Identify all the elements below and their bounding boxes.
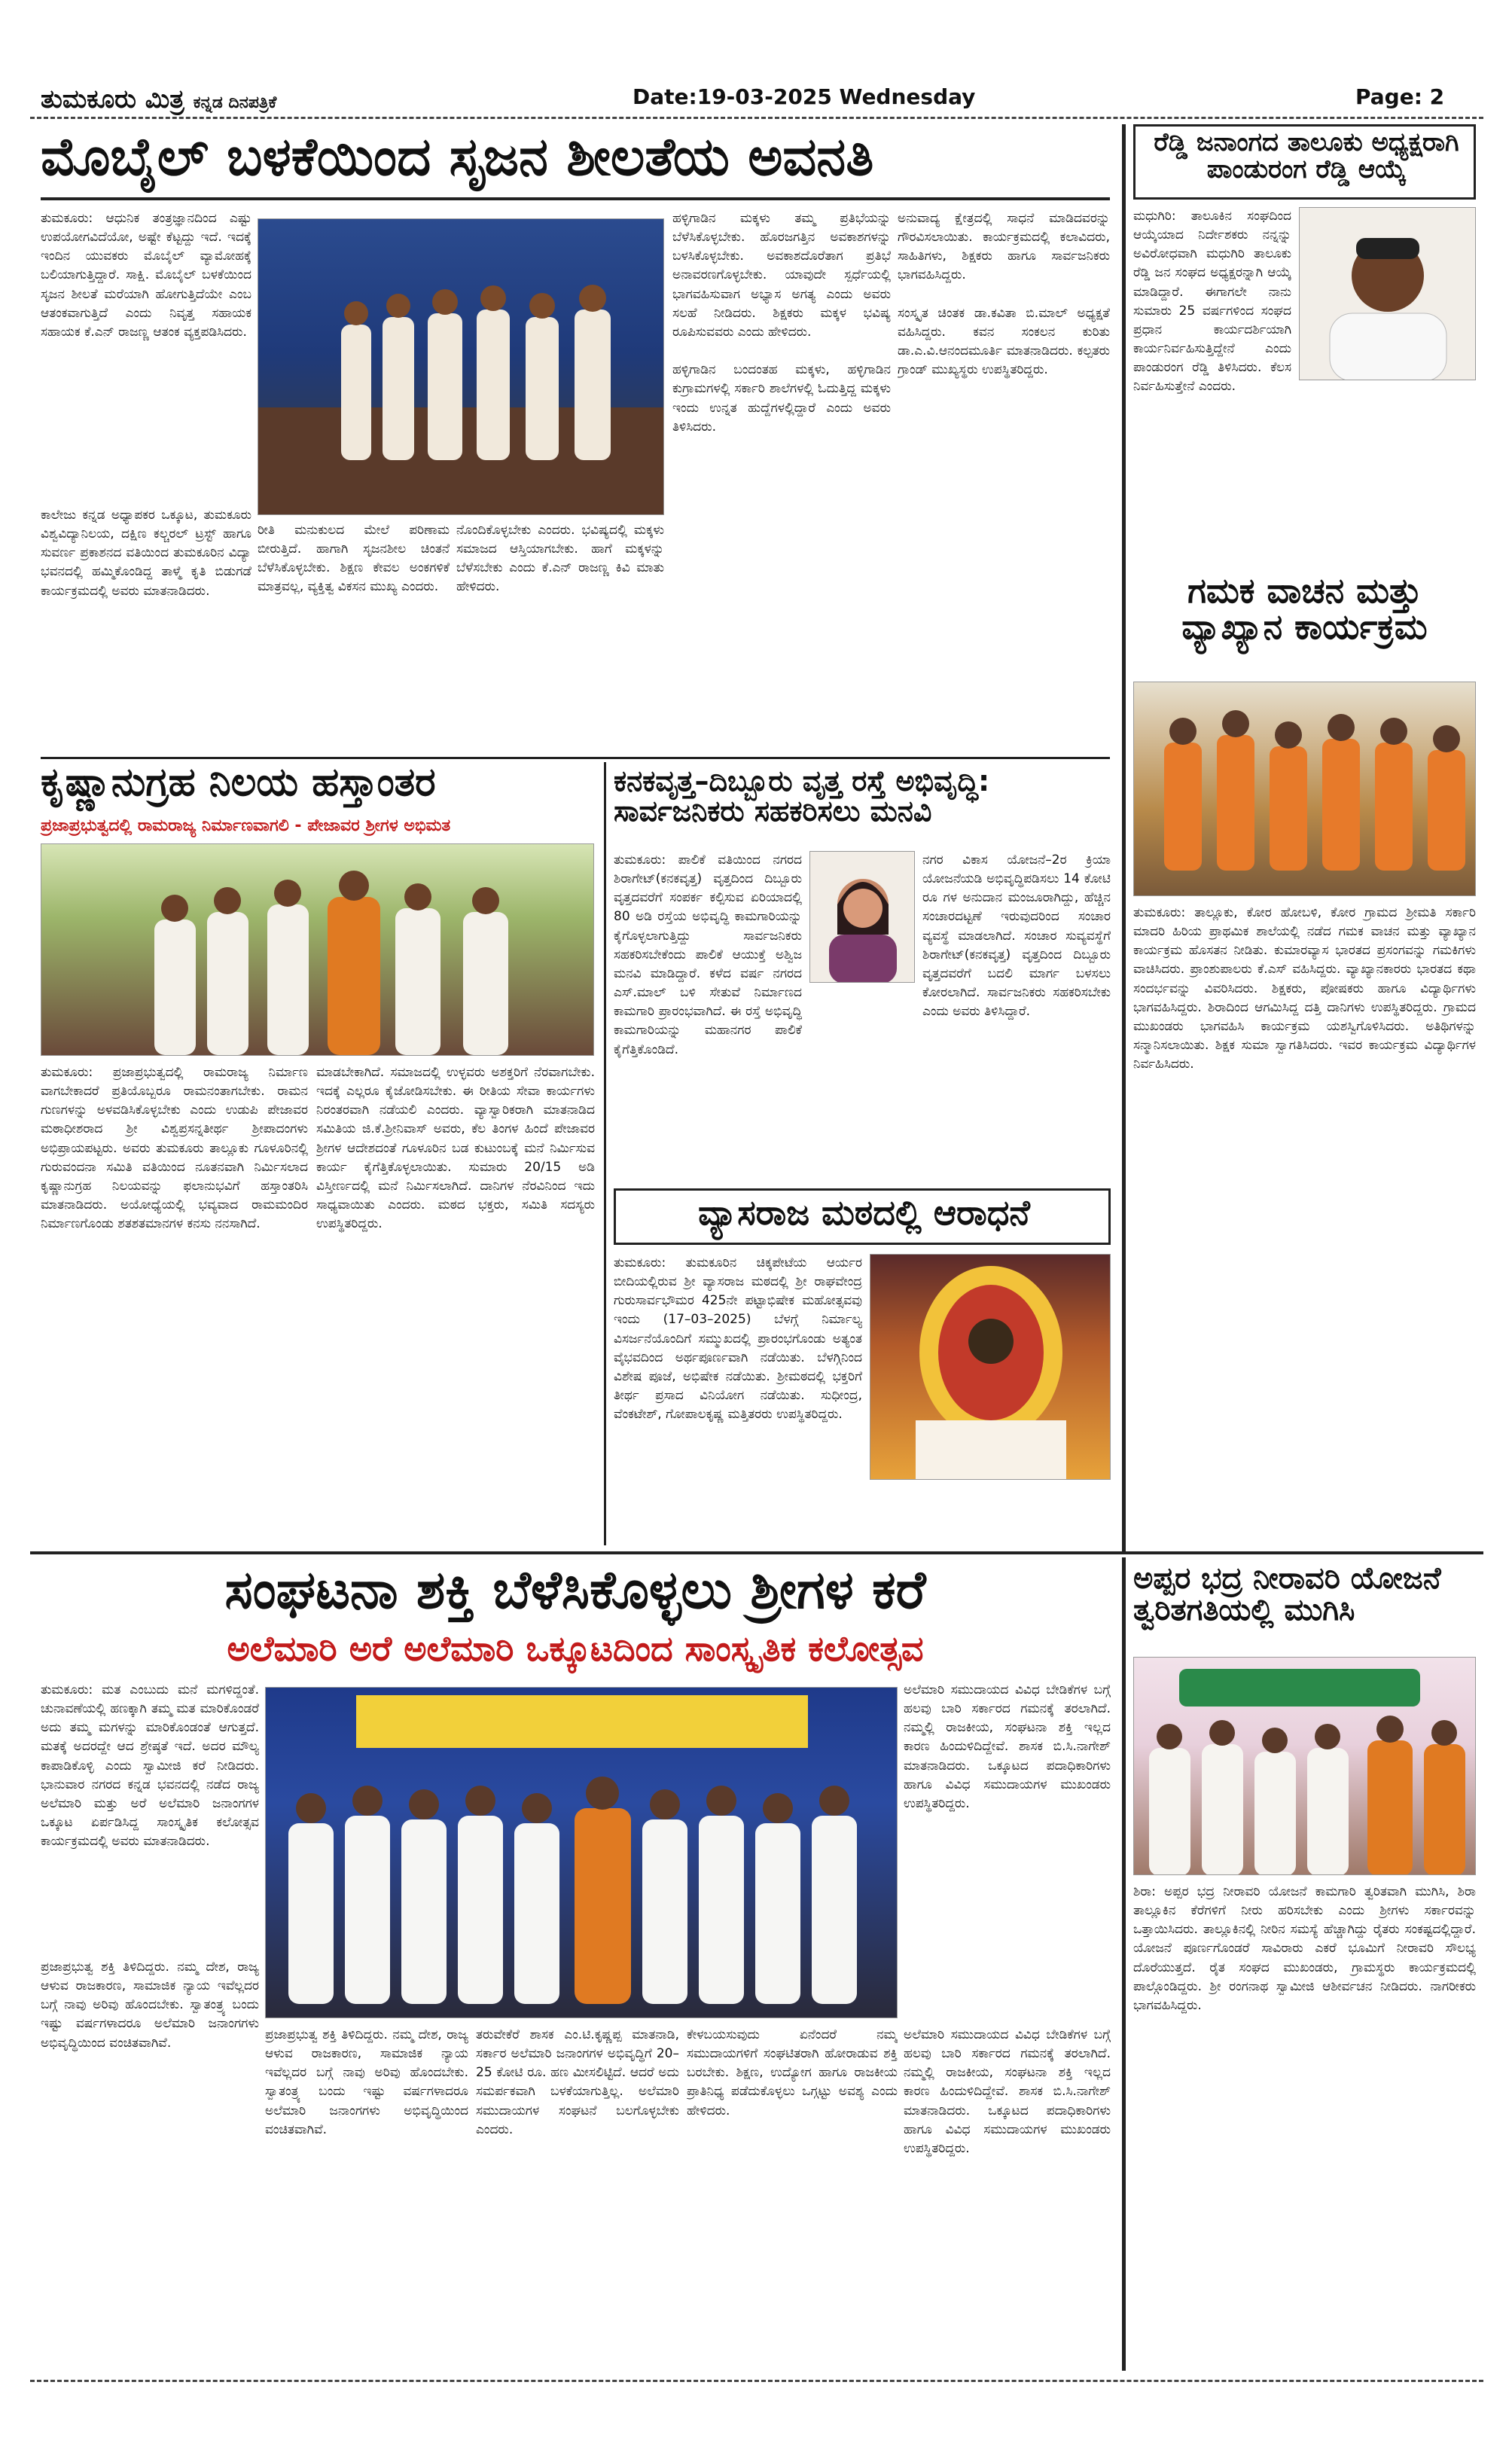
story2-divider — [604, 762, 606, 1545]
story1-col2b: ರೀತಿ ಮನುಕುಲದ ಮೇಲೆ ಪರಿಣಾಮ ಬೀರುತ್ತಿದೆ. ಹಾಗಾಗಿ ಸೃಜನಶೀಲ ಚಿಂತನೆ ಬೆಳೆಸಿಕೊಳ್ಳಬೇಕು. ಶಿಕ್ಷಣ ಕೇವಲ ಅಂಕಗಳಿಕೆ ಮಾತ್ರವಲ್ಲ, ವ್ಯಕ್ತಿತ್ವ ವಿಕಸನ ಮುಖ್ಯ ಎಂದರು. — [258, 523, 450, 595]
story5-headline: ಸಂಘಟನಾ ಶಕ್ತಿ ಬೆಳೆಸಿಕೊಳ್ಳಲು ಶ್ರೀಗಳ ಕರೆ — [224, 1559, 926, 1621]
side1-headline: ರೆಡ್ಡಿ ಜನಾಂಗದ ತಾಲೂಕು ಅಧ್ಯಕ್ಷರಾಗಿ ಪಾಂಡುರಂಗ ರೆಡ್ಡಿ ಆಯ್ಕೆ — [1154, 127, 1459, 185]
story5-col4: ಕೇಳಬಯಸುವುದು ಏನೆಂದರೆ ನಮ್ಮ ಸಮುದಾಯಗಳಿಗೆ ಸಂಘಟಿತರಾಗಿ ಹೋರಾಡುವ ಶಕ್ತಿ ಬರಬೇಕು. ಶಿಕ್ಷಣ, ಉದ್ಯೋಗ ಹಾಗೂ ರಾಜಕೀಯ ಪ್ರಾತಿನಿಧ್ಯ ಪಡೆದುಕೊಳ್ಳಲು ಒಗ್ಗಟ್ಟು ಅವಶ್ಯ ಎಂದು ಹೇಳಿದರು. — [687, 2027, 898, 2118]
story5-col5: ಅಲೆಮಾರಿ ಸಮುದಾಯದ ವಿವಿಧ ಬೇಡಿಕೆಗಳ ಬಗ್ಗೆ ಹಲವು ಬಾರಿ ಸರ್ಕಾರದ ಗಮನಕ್ಕೆ ತರಲಾಗಿದೆ. ನಮ್ಮಲ್ಲಿ ರಾಜಕೀಯ, ಸಂಘಟನಾ ಶಕ್ತಿ ಇಲ್ಲದ ಕಾರಣ ಹಿಂದುಳಿದಿದ್ದೇವೆ. ಶಾಸಕ ಬಿ.ಸಿ.ನಾಗೇಶ್ ಮಾತನಾಡಿದರು. ಒಕ್ಕೂಟದ ಪದಾಧಿಕಾರಿಗಳು ಹಾಗೂ ವಿವಿಧ ಸಮುದಾಯಗಳ ಮುಖಂಡರು ಉಪಸ್ಥಿತರಿದ್ದರು. — [904, 1682, 1111, 1811]
story1-col5b-text: ಸಂಸ್ಕೃತ ಚಿಂತಕ ಡಾ.ಕವಿತಾ ಬಿ.ಮಾಲ್ ಅಧ್ಯಕ್ಷತೆ ವಹಿಸಿದ್ದರು. ಕವನ ಸಂಕಲನ ಕುರಿತು ಡಾ.ಎ.ವಿ.ಆನಂದಮೂರ್ತಿ ಮಾತನಾಡಿದರು. ಕಲ್ಪತರು ಗ್ರಾಂಡ್ ಮುಖ್ಯಸ್ಥರು ಉಪಸ್ಥಿತರಿದ್ದರು. — [898, 305, 1110, 378]
page-number: Page: 2 — [1355, 84, 1445, 109]
story1-col3 — [898, 209, 1110, 747]
side3-headline: ಅಪ್ಪರ ಭದ್ರ ನೀರಾವರಿ ಯೋಜನೆ ತ್ವರಿತಗತಿಯಲ್ಲಿ ಮುಗಿಸಿ — [1133, 1561, 1441, 1627]
side3-text: ಶಿರಾ: ಅಪ್ಪರ ಭದ್ರ ನೀರಾವರಿ ಯೋಜನೆ ಕಾಮಗಾರಿ ತ್ವರಿತವಾಗಿ ಮುಗಿಸಿ, ಶಿರಾ ತಾಲ್ಲೂಕಿನ ಕೆರೆಗಳಿಗೆ ನೀರು ಹರಿಸಬೇಕು ಎಂದು ಶ್ರೀಗಳು ಸರ್ಕಾರವನ್ನು ಒತ್ತಾಯಿಸಿದರು. ತಾಲ್ಲೂಕಿನಲ್ಲಿ ನೀರಿನ ಸಮಸ್ಯೆ ಹೆಚ್ಚಾಗಿದ್ದು ರೈತರು ಸಂಕಷ್ಟದಲ್ಲಿದ್ದಾರೆ. ಯೋಜನೆ ಪೂರ್ಣಗೊಂಡರೆ ಸಾವಿರಾರು ಎಕರೆ ಭೂಮಿಗೆ ನೀರಾವರಿ ಸೌಲಭ್ಯ ದೊರೆಯುತ್ತದೆ. ರೈತ ಸಂಘದ ಮುಖಂಡರು, ಗ್ರಾಮಸ್ಥರು ಕಾರ್ಯಕ್ರಮದಲ್ಲಿ ಪಾಲ್ಗೊಂಡಿದ್ದರು. ಶ್ರೀ ರಂಗನಾಥ ಸ್ವಾಮೀಜಿ ಆಶೀರ್ವಚನ ನೀಡಿದರು. ನಾಗರೀಕರು ಭಾಗವಹಿಸಿದ್ದರು. — [1133, 1884, 1476, 2013]
story2-photo-figures — [41, 844, 594, 1056]
story1-photo-figures — [258, 219, 664, 515]
story4-headline: ವ್ಯಾಸರಾಜ ಮಠದಲ್ಲಿ ಆರಾಧನೆ — [698, 1192, 1030, 1233]
sidebar-divider-bottom — [1122, 1557, 1126, 2371]
side3-photo — [1133, 1657, 1476, 1875]
story2-col2: ಮಾಡಬೇಕಾಗಿದೆ. ಸಮಾಜದಲ್ಲಿ ಉಳ್ಳವರು ಅಶಕ್ತರಿಗೆ ನೆರವಾಗಬೇಕು. ಇದಕ್ಕೆ ಎಲ್ಲರೂ ಕೈಜೋಡಿಸಬೇಕು. ಈ ರೀತಿಯ ಸೇವಾ ಕಾರ್ಯಗಳು ನಿರಂತರವಾಗಿ ನಡೆಯಲಿ ಎಂದರು. ವ್ಯಾಸ್ವಾರಿಕರಾಗಿ ಮಾತನಾಡಿದ ಸಮಿತಿಯ ಜಿ.ಕೆ.ಶ್ರೀನಿವಾಸ್ ಅವರು, ಕೆಲ ತಿಂಗಳ ಹಿಂದೆ ಪೇಜಾವರ ಶ್ರೀಗಳ ಆದೇಶದಂತೆ ಗೂಳೂರಿನ ಬಡ ಕುಟುಂಬಕ್ಕೆ ಮನೆ ನಿರ್ಮಿಸುವ ಕಾರ್ಯ ಕೈಗೆತ್ತಿಕೊಳ್ಳಲಾಯಿತು. ಸುಮಾರು 20/15 ಅಡಿ ವಿಸ್ತೀರ್ಣದಲ್ಲಿ ಮನೆ ನಿರ್ಮಿಸಲಾಗಿದೆ. ದಾನಿಗಳ ನೆರವಿನಿಂದ ಇದು ಸಾಧ್ಯವಾಯಿತು ಎಂದರು. ಮಠದ ಭಕ್ತರು, ಸಮಿತಿ ಸದಸ್ಯರು ಉಪಸ್ಥಿತರಿದ್ದರು. — [316, 1065, 595, 1232]
side3-photo-figures — [1134, 1658, 1476, 1875]
story5-top-rule — [30, 1551, 1483, 1554]
masthead-sub: ಕನ್ನಡ ದಿನಪತ್ರಿಕೆ — [193, 93, 277, 112]
story5-photo-figures — [266, 1688, 898, 2018]
header-divider — [30, 117, 1483, 119]
story3-portrait — [809, 851, 915, 983]
story3-portrait-figure — [810, 852, 915, 983]
story2-headline: ಕೃಷ್ಣಾನುಗ್ರಹ ನಿಲಯ ಹಸ್ತಾಂತರ — [41, 760, 436, 805]
story2-col1: ತುಮಕೂರು: ಪ್ರಜಾಪ್ರಭುತ್ವದಲ್ಲಿ ರಾಮರಾಜ್ಯ ನಿರ್ಮಾಣ ವಾಗಬೇಕಾದರೆ ಪ್ರತಿಯೊಬ್ಬರೂ ರಾಮನಂತಾಗಬೇಕು. ರಾಮನ ಗುಣಗಳನ್ನು ಅಳವಡಿಸಿಕೊಳ್ಳಬೇಕು ಎಂದು ಉಡುಪಿ ಪೇಜಾವರ ಮಠಾಧೀಶರಾದ ಶ್ರೀ ವಿಶ್ವಪ್ರಸನ್ನತೀರ್ಥ ಶ್ರೀಪಾದಂಗಳು ಅಭಿಪ್ರಾಯಪಟ್ಟರು. ಅವರು ತುಮಕೂರು ತಾಲ್ಲೂಕು ಗೂಳೂರಿನಲ್ಲಿ ಗುರುವಂದನಾ ಸಮಿತಿ ವತಿಯಿಂದ ನೂತನವಾಗಿ ನಿರ್ಮಿಸಲಾದ ಕೃಷ್ಣಾನುಗ್ರಹ ನಿಲಯವನ್ನು ಫಲಾನುಭವಿಗೆ ಹಸ್ತಾಂತರಿಸಿ ಮಾತನಾಡಿದರು. ಅಯೋಧ್ಯೆಯಲ್ಲಿ ಭವ್ಯವಾದ ರಾಮಮಂದಿರ ನಿರ್ಮಾಣಗೊಂಡು ಶತಶತಮಾನಗಳ ಕನಸು ನನಸಾಗಿದೆ. — [41, 1065, 308, 1232]
side1-portrait — [1299, 207, 1476, 380]
story1-rule — [41, 197, 1110, 200]
story1-photo — [258, 218, 664, 515]
story1-col2 — [672, 209, 891, 747]
story1-col4b-text: ಹಳ್ಳಿಗಾಡಿನ ಬಂದಂತಹ ಮಕ್ಕಳು, ಹಳ್ಳಿಗಾಡಿನ ಕುಗ್ರಾಮಗಳಲ್ಲಿ ಸರ್ಕಾರಿ ಶಾಲೆಗಳಲ್ಲಿ ಓದುತ್ತಿದ್ದ ಮಕ್ಕಳು ಇಂದು ಉನ್ನತ ಹುದ್ದೆಗಳಲ್ಲಿದ್ದಾರೆ ಎಂದು ಅವರು ತಿಳಿಸಿದರು. — [672, 362, 891, 435]
story1-col2-text: ಹಳ್ಳಿಗಾಡಿನ ಮಕ್ಕಳು ತಮ್ಮ ಪ್ರತಿಭೆಯನ್ನು ಬೆಳೆಸಿಕೊಳ್ಳಬೇಕು. ಹೊರಜಗತ್ತಿನ ಅವಕಾಶಗಳನ್ನು ಬಳಸಿಕೊಳ್ಳಬೇಕು. ಅವಕಾಶದೊರೆತಾಗ ಪ್ರತಿಭೆ ಅನಾವರಣಗೊಳ್ಳಬೇಕು. ಯಾವುದೇ ಸ್ಪರ್ಧೆಯಲ್ಲಿ ಭಾಗವಹಿಸುವಾಗ ಅಭ್ಯಾಸ ಅಗತ್ಯ ಎಂದು ಅವರು ಸಲಹೆ ನೀಡಿದರು. ಶಿಕ್ಷಕರು ಮಕ್ಕಳ ಭವಿಷ್ಯ ರೂಪಿಸುವವರು ಎಂದು ಹೇಳಿದರು. — [672, 211, 891, 340]
story5-subhead: ಅಲೆಮಾರಿ ಅರೆ ಅಲೆಮಾರಿ ಒಕ್ಕೂಟದಿಂದ ಸಾಂಸ್ಕೃತಿಕ ಕಲೋತ್ಸವ — [227, 1628, 924, 1669]
story1-col3-text: ಅನುವಾದ್ಯ ಕ್ಷೇತ್ರದಲ್ಲಿ ಸಾಧನೆ ಮಾಡಿದವರನ್ನು ಗೌರವಿಸಲಾಯಿತು. ಕಾರ್ಯಕ್ರಮದಲ್ಲಿ ಕಲಾವಿದರು, ಸಾಹಿತಿಗಳು, ಶಿಕ್ಷಕರು ಹಾಗೂ ಸಾರ್ವಜನಿಕರು ಭಾಗವಹಿಸಿದ್ದರು. — [898, 211, 1110, 283]
sidebar-divider — [1122, 124, 1126, 1551]
story1-col3b: ನೊಂದಿಕೊಳ್ಳಬೇಕು ಎಂದರು. ಭವಿಷ್ಯದಲ್ಲಿ ಮಕ್ಕಳು ಸಮಾಜದ ಆಸ್ತಿಯಾಗಬೇಕು. ಹಾಗೆ ಮಕ್ಕಳನ್ನು ಬೆಳೆಸಬೇಕು ಎಂದು ಕೆ.ಎನ್ ರಾಜಣ್ಣ ಕಿವಿ ಮಾತು ಹೇಳಿದರು. — [456, 523, 664, 595]
story2-top-rule — [41, 757, 1110, 759]
issue-date: Date:19-03-2025 Wednesday — [633, 84, 976, 109]
story5-col1-top: ತುಮಕೂರು: ಮತ ಎಂಬುದು ಮನೆ ಮಗಳಿದ್ದಂತೆ. ಚುನಾವಣೆಯಲ್ಲಿ ಹಣಕ್ಕಾಗಿ ತಮ್ಮ ಮತ ಮಾರಿಕೊಂಡರೆ ಅದು ತಮ್ಮ ಮಗಳನ್ನು ಮಾರಿಕೊಂಡಂತೆ ಆಗುತ್ತದೆ. ಮತಕ್ಕೆ ಅದರದ್ದೇ ಆದ ಶ್ರೇಷ್ಠತೆ ಇದೆ. ಅದರ ಮೌಲ್ಯ ಕಾಪಾಡಿಕೊಳ್ಳಿ ಎಂದು ಸ್ವಾಮೀಜಿ ಕರೆ ನೀಡಿದರು. ಭಾನುವಾರ ನಗರದ ಕನ್ನಡ ಭವನದಲ್ಲಿ ನಡೆದ ರಾಜ್ಯ ಅಲೆಮಾರಿ ಮತ್ತು ಅರೆ ಅಲೆಮಾರಿ ಜನಾಂಗಗಳ ಒಕ್ಕೂಟ ಏರ್ಪಡಿಸಿದ್ದ ಸಾಂಸ್ಕೃತಿಕ ಕಲೋತ್ಸವ ಕಾರ್ಯಕ್ರಮದಲ್ಲಿ ಅವರು ಮಾತನಾಡಿದರು. — [41, 1682, 259, 1850]
side1-text: ಮಧುಗಿರಿ: ತಾಲೂಕಿನ ಸಂಘದಿಂದ ಆಯ್ಕೆಯಾದ ನಿರ್ದೇಶಕರು ನನ್ನನ್ನು ಅವಿರೋಧವಾಗಿ ಮಧುಗಿರಿ ತಾಲೂಕು ರೆಡ್ಡಿ ಜನ ಸಂಘದ ಅಧ್ಯಕ್ಷರನ್ನಾಗಿ ಆಯ್ಕೆ ಮಾಡಿದ್ದಾರೆ. ಈಗಾಗಲೇ ನಾನು ಸುಮಾರು 25 ವರ್ಷಗಳಿಂದ ಸಂಘದ ಪ್ರಧಾನ ಕಾರ್ಯದರ್ಶಿಯಾಗಿ ಕಾರ್ಯನಿರ್ವಹಿಸುತ್ತಿದ್ದೇನೆ ಎಂದು ಪಾಂಡುರಂಗ ರೆಡ್ಡಿ ತಿಳಿಸಿದರು. ಕೆಲಸ ನಿರ್ವಹಿಸುತ್ತೇನೆ ಎಂದರು. — [1133, 209, 1291, 395]
story4-photo-idol — [870, 1255, 1111, 1480]
side2-headline: ಗಮಕ ವಾಚನ ಮತ್ತು ವ್ಯಾಖ್ಯಾನ ಕಾರ್ಯಕ್ರಮ — [1181, 570, 1428, 648]
story5-col2: ಪ್ರಜಾಪ್ರಭುತ್ವ ಶಕ್ತಿ ತಿಳಿದಿದ್ದರು. ನಮ್ಮ ದೇಶ, ರಾಜ್ಯ ಆಳುವ ರಾಜಕಾರಣ, ಸಾಮಾಜಿಕ ನ್ಯಾಯ ಇವೆಲ್ಲದರ ಬಗ್ಗೆ ನಾವು ಅರಿವು ಹೊಂದಬೇಕು. ಸ್ವಾತಂತ್ರ್ಯ ಬಂದು ಇಷ್ಟು ವರ್ಷಗಳಾದರೂ ಅಲೆಮಾರಿ ಜನಾಂಗಗಳು ಅಭಿವೃದ್ಧಿಯಿಂದ ವಂಚಿತವಾಗಿವೆ. — [265, 2027, 468, 2137]
masthead — [41, 84, 276, 114]
side1-portrait-figure — [1300, 208, 1476, 380]
footer-divider — [30, 2380, 1483, 2382]
side2-photo-figures — [1134, 682, 1476, 896]
story1-lead: ತುಮಕೂರು: ಆಧುನಿಕ ತಂತ್ರಜ್ಞಾನದಿಂದ ಎಷ್ಟು ಉಪಯೋಗವಿದೆಯೋ, ಅಷ್ಟೇ ಕೆಟ್ಟದ್ದು ಇದೆ. ಇದಕ್ಕೆ ಇಂದಿನ ಯುವಕರು ಮೊಬೈಲ್ ವ್ಯಾಮೋಹಕ್ಕೆ ಬಲಿಯಾಗುತ್ತಿದ್ದಾರೆ. ಸಾಕ್ಷಿ. ಮೊಬೈಲ್ ಬಳಕೆಯಿಂದ ಸೃಜನ ಶೀಲತೆ ಮರೆಯಾಗಿ ಹೋಗುತ್ತಿದೆಯೇ ಎಂಬ ಆತಂಕವಾಗುತ್ತಿದೆ ಎಂದು ನಿವೃತ್ತ ಸಹಾಯಕ ಸಹಾಯಕ ಕೆ.ಎನ್ ರಾಜಣ್ಣ ಆತಂಕ ವ್ಯಕ್ತಪಡಿಸಿದರು. — [41, 211, 251, 340]
story3-headline: ಕನಕವೃತ್ತ–ದಿಬ್ಬೂರು ವೃತ್ತ ರಸ್ತೆ ಅಭಿವೃದ್ಧಿ: ಸಾರ್ವಜನಿಕರು ಸಹಕರಿಸಲು ಮನವಿ — [614, 764, 990, 828]
story4-text: ತುಮಕೂರು: ತುಮಕೂರಿನ ಚಿಕ್ಕಪೇಟೆಯ ಆರ್ಯರ ಬೀದಿಯಲ್ಲಿರುವ ಶ್ರೀ ವ್ಯಾಸರಾಜ ಮಠದಲ್ಲಿ ಶ್ರೀ ರಾಘವೇಂದ್ರ ಗುರುಸಾರ್ವಭೌಮರ 425ನೇ ಪಟ್ಟಾಭಿಷೇಕ ಮಹೋತ್ಸವವು ಇಂದು (17–03–2025) ಬೆಳಗ್ಗೆ ನಿರ್ಮಾಲ್ಯ ವಿಸರ್ಜನೆಯೊಂದಿಗೆ ಸಮ್ಮುಖದಲ್ಲಿ ಪ್ರಾರಂಭಗೊಂಡು ಅತ್ಯಂತ ವೈಭವದಿಂದ ಅರ್ಥಪೂರ್ಣವಾಗಿ ನಡೆಯಿತು. ಬೆಳಗ್ಗಿನಿಂದ ವಿಶೇಷ ಪೂಜೆ, ಅಭಿಷೇಕ ನಡೆಯಿತು. ಶ್ರೀಮಠದಲ್ಲಿ ಭಕ್ತರಿಗೆ ತೀರ್ಥ ಪ್ರಸಾದ ವಿನಿಯೋಗ ನಡೆಯಿತು. ಸುಧೀಂದ್ರ, ವೆಂಕಟೇಶ್, ಗೋಪಾಲಕೃಷ್ಣ ಮತ್ತಿತರರು ಉಪಸ್ಥಿತರಿದ್ದರು. — [614, 1255, 862, 1423]
story3-col1: ತುಮಕೂರು: ಪಾಲಿಕೆ ವತಿಯಿಂದ ನಗರದ ಶಿರಾಗೇಟ್(ಕನಕವೃತ್ತ) ವೃತ್ತದಿಂದ ದಿಬ್ಬೂರು ವೃತ್ತದವರೆಗೆ ಸಂಪರ್ಕ ಕಲ್ಪಿಸುವ ಏರಿಯಾದಲ್ಲಿ 80 ಅಡಿ ರಸ್ತೆಯ ಅಭಿವೃದ್ಧಿ ಕಾಮಗಾರಿಯನ್ನು ಕೈಗೊಳ್ಳಲಾಗುತ್ತಿದ್ದು ಸಾರ್ವಜನಿಕರು ಸಹಕರಿಸಬೇಕೆಂದು ಪಾಲಿಕೆ ಆಯುಕ್ತೆ ಅಶ್ವಿಜ ಮನವಿ ಮಾಡಿದ್ದಾರೆ. ಕಳೆದ ವರ್ಷ ನಗರದ ಎಸ್.ಮಾಲ್ ಬಳಿ ಸೇತುವೆ ನಿರ್ಮಾಣದ ಕಾಮಗಾರಿ ಪ್ರಾರಂಭವಾಗಿದೆ. ಈ ರಸ್ತೆ ಅಭಿವೃದ್ಧಿ ಕಾಮಗಾರಿಯನ್ನು ಮಹಾನಗರ ಪಾಲಿಕೆ ಕೈಗೆತ್ತಿಕೊಂಡಿದೆ. — [614, 852, 802, 1057]
story5-col3: ತರುವೇಕೆರೆ ಶಾಸಕ ಎಂ.ಟಿ.ಕೃಷ್ಣಪ್ಪ ಮಾತನಾಡಿ, ಸರ್ಕಾರ ಅಲೆಮಾರಿ ಜನಾಂಗಗಳ ಅಭಿವೃದ್ಧಿಗೆ 20–25 ಕೋಟಿ ರೂ. ಹಣ ಮೀಸಲಿಟ್ಟಿದೆ. ಆದರೆ ಅದು ಸಮರ್ಪಕವಾಗಿ ಬಳಕೆಯಾಗುತ್ತಿಲ್ಲ. ಅಲೆಮಾರಿ ಸಮುದಾಯಗಳ ಸಂಘಟನೆ ಬಲಗೊಳ್ಳಬೇಕು ಎಂದರು. — [476, 2027, 679, 2137]
story5-col1-bottom: ಪ್ರಜಾಪ್ರಭುತ್ವ ಶಕ್ತಿ ತಿಳಿದಿದ್ದರು. ನಮ್ಮ ದೇಶ, ರಾಜ್ಯ ಆಳುವ ರಾಜಕಾರಣ, ಸಾಮಾಜಿಕ ನ್ಯಾಯ ಇವೆಲ್ಲದರ ಬಗ್ಗೆ ನಾವು ಅರಿವು ಹೊಂದಬೇಕು. ಸ್ವಾತಂತ್ರ್ಯ ಬಂದು ಇಷ್ಟು ವರ್ಷಗಳಾದರೂ ಅಲೆಮಾರಿ ಜನಾಂಗಗಳು ಅಭಿವೃದ್ಧಿಯಿಂದ ವಂಚಿತವಾಗಿವೆ. — [41, 1960, 259, 2051]
story2-subhead: ಪ್ರಜಾಪ್ರಭುತ್ವದಲ್ಲಿ ರಾಮರಾಜ್ಯ ನಿರ್ಮಾಣವಾಗಲಿ - ಪೇಜಾವರ ಶ್ರೀಗಳ ಅಭಿಮತ — [41, 816, 451, 835]
story4-photo — [870, 1254, 1111, 1480]
story3-col2: ನಗರ ವಿಕಾಸ ಯೋಜನೆ–2ರ ಕ್ರಿಯಾ ಯೋಜನೆಯಡಿ ಅಭಿವೃದ್ಧಿಪಡಿಸಲು 14 ಕೋಟಿ ರೂ ಗಳ ಅನುದಾನ ಮಂಜೂರಾಗಿದ್ದು, ಹೆಚ್ಚಿನ ಸಂಚಾರದಟ್ಟಣೆ ಇರುವುದರಿಂದ ಸಂಚಾರ ವ್ಯವಸ್ಥೆ ಮಾಡಲಾಗಿದೆ. ಸಂಚಾರ ಸುವ್ಯವಸ್ಥೆಗೆ ಶಿರಾಗೇಟ್(ಕನಕವೃತ್ತ) ವೃತ್ತದಿಂದ ದಿಬ್ಬೂರು ವೃತ್ತದವರೆಗೆ ಬದಲಿ ಮಾರ್ಗ ಬಳಸಲು ಕೋರಲಾಗಿದೆ. ಸಾರ್ವಜನಿಕರು ಸಹಕರಿಸಬೇಕು ಎಂದು ಅವರು ತಿಳಿಸಿದ್ದಾರೆ. — [922, 852, 1111, 1020]
side2-photo — [1133, 682, 1476, 896]
masthead-title: ತುಮಕೂರು ಮಿತ್ರ — [41, 84, 184, 114]
side2-text: ತುಮಕೂರು: ತಾಲ್ಲೂಕು, ಕೋರ ಹೋಬಳಿ, ಕೋರ ಗ್ರಾಮದ ಶ್ರೀಮತಿ ಸರ್ಕಾರಿ ಮಾದರಿ ಹಿರಿಯ ಪ್ರಾಥಮಿಕ ಶಾಲೆಯಲ್ಲಿ ನಡೆದ ಗಮಕ ವಾಚನ ಮತ್ತು ವ್ಯಾಖ್ಯಾನ ಕಾರ್ಯಕ್ರಮ ಹೊಸತನ ನೀಡಿತು. ಕುಮಾರವ್ಯಾಸ ಭಾರತದ ಪ್ರಸಂಗವನ್ನು ಗಮಕಿಗಳು ವಾಚಿಸಿದರು. ಪ್ರಾಂಶುಪಾಲರು ಕೆ.ಎಸ್ ವಹಿಸಿದ್ದರು. ವ್ಯಾಖ್ಯಾನಕಾರರು ಭಾರತದ ಕಥಾ ಸಂದರ್ಭವನ್ನು ವಿವರಿಸಿದರು. ಶಿಕ್ಷಕರು, ಪೋಷಕರು ಹಾಗೂ ವಿದ್ಯಾರ್ಥಿಗಳು ಭಾಗವಹಿಸಿದ್ದರು. ಶಿರಾದಿಂದ ಆಗಮಿಸಿದ್ದ ದತ್ತಿ ದಾನಿಗಳು ಉಪಸ್ಥಿತರಿದ್ದರು. ಗ್ರಾಮದ ಮುಖಂಡರು ಭಾಗವಹಿಸಿ ಕಾರ್ಯಕ್ರಮ ಯಶಸ್ವಿಗೊಳಿಸಿದರು. ಅತಿಥಿಗಳನ್ನು ಸನ್ಮಾನಿಸಲಾಯಿತು. ಶಿಕ್ಷಕ ಸುಮಾ ಸ್ವಾಗತಿಸಿದರು. ಇವರ ಕಾರ್ಯಕ್ರಮ ವಿದ್ಯಾರ್ಥಿಗಳ ನಿರ್ವಹಿಸಿದರು. — [1133, 905, 1476, 1072]
story1-headline: ಮೊಬೈಲ್ ಬಳಕೆಯಿಂದ ಸೃಜನ ಶೀಲತೆಯ ಅವನತಿ — [41, 126, 874, 188]
story2-photo — [41, 843, 594, 1056]
story5-col5-bottom: ಅಲೆಮಾರಿ ಸಮುದಾಯದ ವಿವಿಧ ಬೇಡಿಕೆಗಳ ಬಗ್ಗೆ ಹಲವು ಬಾರಿ ಸರ್ಕಾರದ ಗಮನಕ್ಕೆ ತರಲಾಗಿದೆ. ನಮ್ಮಲ್ಲಿ ರಾಜಕೀಯ, ಸಂಘಟನಾ ಶಕ್ತಿ ಇಲ್ಲದ ಕಾರಣ ಹಿಂದುಳಿದಿದ್ದೇವೆ. ಶಾಸಕ ಬಿ.ಸಿ.ನಾಗೇಶ್ ಮಾತನಾಡಿದರು. ಒಕ್ಕೂಟದ ಪದಾಧಿಕಾರಿಗಳು ಹಾಗೂ ವಿವಿಧ ಸಮುದಾಯಗಳ ಮುಖಂಡರು ಉಪಸ್ಥಿತರಿದ್ದರು. — [904, 2027, 1111, 2156]
story1-col1b: ಕಾಲೇಜು ಕನ್ನಡ ಅಧ್ಯಾಪಕರ ಒಕ್ಕೂಟ, ತುಮಕೂರು ವಿಶ್ವವಿದ್ಯಾನಿಲಯ, ದಕ್ಷಿಣ ಕಲ್ಚರಲ್ ಟ್ರಸ್ಟ್ ಹಾಗೂ ಸುವರ್ಣ ಪ್ರಕಾಶನದ ವತಿಯಿಂದ ತುಮಕೂರಿನ ವಿದ್ಯಾ ಭವನದಲ್ಲಿ ಹಮ್ಮಿಕೊಂಡಿದ್ದ ತಾಳ್ಮೆ ಕೃತಿ ಬಿಡುಗಡೆ ಕಾರ್ಯಕ್ರಮದಲ್ಲಿ ಅವರು ಮಾತನಾಡಿದರು. — [41, 508, 251, 599]
story5-photo — [265, 1687, 898, 2018]
